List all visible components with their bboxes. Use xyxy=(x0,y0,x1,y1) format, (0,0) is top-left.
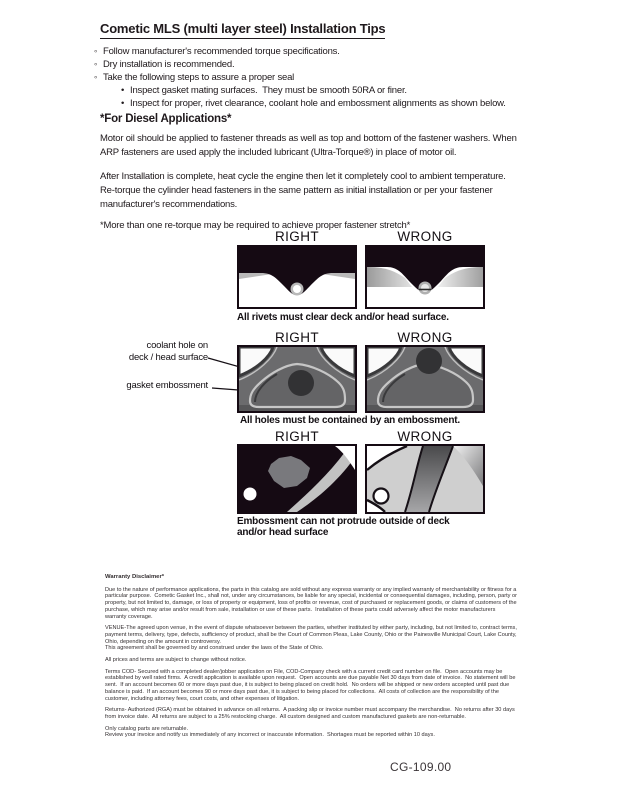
bullet-icon: ◦ xyxy=(94,72,98,83)
list-item xyxy=(94,71,534,84)
coolant-hole-callout-line1: coolant hole on xyxy=(146,340,208,351)
row3-caption xyxy=(237,516,467,538)
diagram-embossment-right xyxy=(237,444,357,514)
diagram-embossment-wrong-graphic xyxy=(365,444,485,514)
row1-right-label: RIGHT xyxy=(275,229,319,244)
warranty-disclaimer xyxy=(105,574,517,739)
bullet-icon: ◦ xyxy=(94,59,98,70)
coolant-hole-callout xyxy=(105,340,208,363)
diagram-coolant-right xyxy=(237,345,357,413)
diagram-rivet-wrong xyxy=(365,245,485,309)
bullet-icon: ◦ xyxy=(94,46,98,57)
sub-bullet-icon: • xyxy=(121,98,125,109)
row2-wrong-label: WRONG xyxy=(397,330,453,345)
gasket-embossment-callout: gasket embossment xyxy=(126,380,208,391)
terms-paragraph: Terms COD- Secured with a completed dealer/jobber application on File, COD-Company check with a current credit card number on file. Open accounts may be established by well rated firms. A credit application is available upon request. Open accounts are due payable Net 30 days from date of invoice. No statement will be sent. If an account becomes 60 or more days past due, it is subject to being placed on credit hold. No orders will be shipped or new orders accepted until past due balance is paid. If an account becomes 90 or more days past due, it is subject to being placed for collections. All costs of collection are the responsibility of the customer, including attorney fees, court costs, and other expenses of litigation. xyxy=(105,668,517,702)
venue-paragraph: VENUE-The agreed upon venue, in the event of dispute whatsoever between the parties, whether instituted by either party, including, but not limited to, contract terms, payment terms, delivery, type, defects, sufficiency of product, shall be the Court of Common Pleas, Lake County, Ohio or the Painesville Municipal Court, Lake County, Ohio, depending on the amount in controversy. xyxy=(105,625,519,645)
tip-text: Dry installation is recommended. xyxy=(103,59,235,70)
returns-paragraph: Returns- Authorized (RGA) must be obtained in advance on all returns. A packing slip or invoice number must accompany the merchandise. No returns after 30 days from invoice date. All returns are subject to a 25% restocking charge. All custom designed and custom manufactured gaskets are non-returnable. xyxy=(105,707,517,720)
list-item xyxy=(94,45,534,58)
warranty-paragraph: Due to the nature of performance applications, the parts in this catalog are sold without any express warranty or any implied warranty of merchantability or fitness for a particular purpose. Cometic Gasket Inc., shall not, under any circumstances, be liable for any special, incidental or consequential damages, including, person, party or property, but not limited to, damage, or loss of property or equipment, loss of profits or revenue, cost of purchased or replacement goods, or claims of customers of the purchase, which may arise and/or result from sale, installation or use of these parts. Installation of these parts could adversely affect the motor manufacturers warranty coverage. xyxy=(105,586,519,620)
sub-bullet-icon: • xyxy=(121,85,125,96)
row2-right-label: RIGHT xyxy=(275,330,319,345)
retorque-note: *More than one re-torque may be required to achieve proper fastener stretch* xyxy=(100,220,411,231)
list-item xyxy=(94,58,534,71)
coolant-hole-callout-line2: deck / head surface xyxy=(128,351,208,363)
list-item xyxy=(121,84,534,97)
installation-tips-list xyxy=(94,45,534,110)
diagram-coolant-wrong xyxy=(365,345,485,413)
tip-text: Take the following steps to assure a proper seal xyxy=(103,72,295,83)
list-item xyxy=(121,97,534,110)
diagram-embossment-wrong xyxy=(365,444,485,514)
row3-wrong-label: WRONG xyxy=(397,429,453,444)
diagram-rivet-right-graphic xyxy=(237,245,357,309)
row3-caption-line1: Embossment can not protrude outside of deck xyxy=(237,516,450,527)
row1-wrong-label: WRONG xyxy=(397,229,453,244)
diesel-applications-heading: *For Diesel Applications* xyxy=(100,113,232,125)
governing-law-line: This agreement shall be governed by and construed under the laws of the State of Ohio. xyxy=(105,645,324,652)
tip-text: Inspect for proper, rivet clearance, coolant hole and embossment alignments as shown below. xyxy=(130,98,506,109)
diesel-paragraph-2: After Installation is complete, heat cycle the engine then let it completely cool to ambient temperature. Re-torque the cylinder head fasteners in the same pattern as initial installation or per your fastener manufacturer's recommendations. xyxy=(100,171,509,210)
prices-line: All prices and terms are subject to change without notice. xyxy=(105,657,247,664)
review-invoice-line: Review your invoice and notify us immediately of any incorrect or inaccurate information. Shortages must be reported within 10 days. xyxy=(105,732,435,739)
row3-right-label: RIGHT xyxy=(275,429,319,444)
row2-caption: All holes must be contained by an embossment. xyxy=(240,415,460,426)
diagram-coolant-wrong-graphic xyxy=(365,345,485,413)
warranty-disclaimer-heading: Warranty Disclaimer* xyxy=(105,574,165,580)
tip-text: Follow manufacturer's recommended torque specifications. xyxy=(103,46,340,57)
diesel-paragraph-1: Motor oil should be applied to fastener threads as well as top and bottom of the fastener washers. When ARP fasteners are used apply the included lubricant (Ultra-Torque®) in place of motor oil. xyxy=(100,133,519,158)
diagram-rivet-wrong-graphic xyxy=(365,245,485,309)
diagram-rivet-right xyxy=(237,245,357,309)
diagram-coolant-right-graphic xyxy=(237,345,357,413)
row1-caption: All rivets must clear deck and/or head surface. xyxy=(237,312,449,323)
diagram-embossment-right-graphic xyxy=(237,444,357,514)
page-title: Cometic MLS (multi layer steel) Installation Tips xyxy=(100,21,385,39)
catalog-parts-line: Only catalog parts are returnable. xyxy=(105,725,189,732)
row3-caption-line2: and/or head surface xyxy=(237,527,329,538)
tip-text: Inspect gasket mating surfaces. They must be smooth 50RA or finer. xyxy=(130,85,407,96)
page-number: CG-109.00 xyxy=(390,760,452,774)
